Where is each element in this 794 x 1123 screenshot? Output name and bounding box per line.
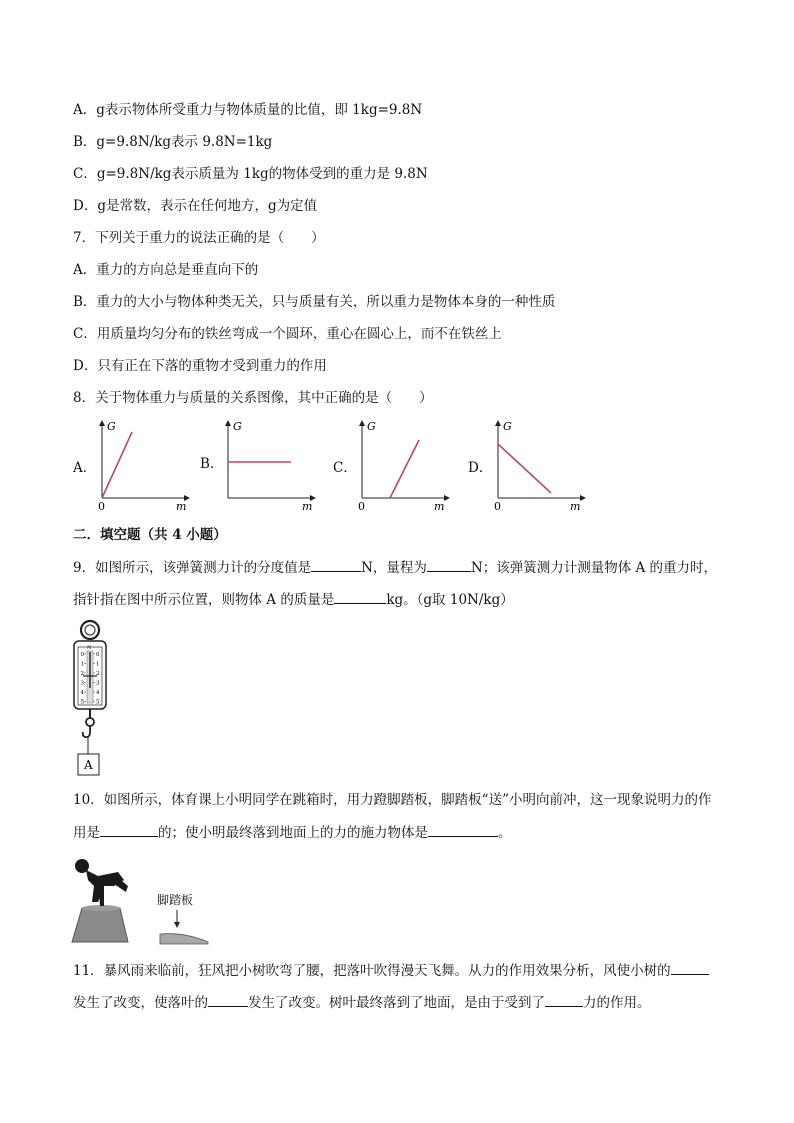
q7-option-c: C．用质量均匀分布的铁丝弯成一个圆环，重心在圆心上，而不在铁丝上 <box>73 326 502 342</box>
q8-graph-d-origin: 0 <box>494 500 501 513</box>
q10-line-2 <box>73 822 512 843</box>
q11-blank-1[interactable] <box>671 960 709 975</box>
q6-option-b: B．g=9.8N/kg表示 9.8N=1kg <box>73 134 273 150</box>
scale-number-left-1: 1 <box>80 661 84 668</box>
q8-graph-b-x-label: m <box>302 500 313 513</box>
q8-graph-d-line <box>498 444 551 493</box>
q7-stem: 7．下列关于重力的说法正确的是（ ） <box>73 230 325 246</box>
vaulting-box-figure <box>68 852 138 944</box>
q8-graph-b <box>218 418 318 514</box>
q8-graph-c <box>352 418 452 514</box>
q9-blank-mass[interactable] <box>334 589 386 604</box>
q10-blank-1[interactable] <box>100 822 158 837</box>
object-a-label: A <box>84 758 93 772</box>
q11-blank-3[interactable] <box>545 992 583 1007</box>
scale-number-right-1: 1 <box>96 661 100 668</box>
q8-graph-d-x-label: m <box>570 500 581 513</box>
q11-line-2 <box>73 992 651 1013</box>
q9-text-2: N，量程为 <box>361 560 427 576</box>
q8-graph-a-y-label: G <box>107 420 116 433</box>
q8-stem: 8．关于物体重力与质量的关系图像，其中正确的是（ ） <box>73 390 433 406</box>
q8-graph-a <box>92 418 192 514</box>
q8-graph-b-y-label: G <box>233 420 242 433</box>
q9-blank-division[interactable] <box>311 557 361 572</box>
q8-graph-d-y-label: G <box>503 420 512 433</box>
q8-graph-a-x-label: m <box>176 500 187 513</box>
q7-option-a: A．重力的方向总是垂直向下的 <box>73 262 259 278</box>
q11-line-1 <box>73 960 709 981</box>
q8-graph-c-x-label: m <box>434 500 445 513</box>
q10-text-3: 的；使小明最终落到地面上的力的施力物体是 <box>158 825 428 841</box>
q8-graph-c-line <box>390 440 419 498</box>
q9-text-3: N；该弹簧测力计测量物体 A 的重力时， <box>470 560 718 576</box>
spring-scale-figure <box>68 618 116 782</box>
q6-option-c: C．g=9.8N/kg表示质量为 1kg的物体受到的重力是 9.8N <box>73 166 428 182</box>
scale-number-right-0: 0 <box>96 652 100 658</box>
q9-blank-range[interactable] <box>427 557 471 572</box>
q10-text-4: 。 <box>498 825 512 841</box>
q9-text-4: 指针指在图中所示位置，则物体 A 的质量是 <box>73 592 335 608</box>
scale-number-left-4: 4 <box>80 690 84 696</box>
scale-number-left-0: 0 <box>80 652 84 658</box>
q10-blank-2[interactable] <box>428 822 498 837</box>
q8-label-d: D． <box>468 460 493 476</box>
q8-graph-a-origin: 0 <box>98 500 105 513</box>
q11-text-3: 发生了改变。树叶最终落到了地面，是由于受到了 <box>248 995 545 1011</box>
scale-number-left-2: 2 <box>80 671 84 677</box>
q7-option-b: B．重力的大小与物体种类无关，只与质量有关，所以重力是物体本身的一种性质 <box>73 294 556 310</box>
q9-line-1 <box>73 557 717 578</box>
q10-line-1: 10．如图所示，体育课上小明同学在跳箱时，用力蹬脚踏板，脚踏板“送”小明向前冲，这一现象说明力的作 <box>73 792 712 808</box>
scale-number-right-2: 2 <box>96 671 100 677</box>
q9-text-1: 9．如图所示，该弹簧测力计的分度值是 <box>73 560 312 576</box>
q8-graph-c-origin: 0 <box>358 500 365 513</box>
q10-text-2: 用是 <box>73 825 100 841</box>
scale-number-left-3: 3 <box>80 680 84 687</box>
q8-label-c: C． <box>333 460 357 476</box>
q9-text-5: kg。（g取 10N/kg） <box>386 592 514 608</box>
scale-number-right-5: 5 <box>96 699 100 706</box>
q11-text-2: 发生了改变，使落叶的 <box>73 995 208 1011</box>
q6-option-d: D．g是常数，表示在任何地方，g为定值 <box>73 198 318 214</box>
q8-label-a: A． <box>73 460 97 476</box>
q8-graph-c-y-label: G <box>367 420 376 433</box>
q11-blank-2[interactable] <box>208 992 248 1007</box>
q6-option-a: A．g表示物体所受重力与物体质量的比值，即 1kg=9.8N <box>73 102 423 118</box>
q8-graph-d <box>488 418 588 514</box>
q8-graph-a-line <box>102 432 132 498</box>
q8-label-b: B. <box>200 456 215 472</box>
scale-number-right-3: 3 <box>96 680 100 687</box>
springboard-label: 脚踏板 <box>157 893 194 907</box>
scale-unit-label: N <box>87 645 92 651</box>
scale-number-right-4: 4 <box>96 690 100 696</box>
springboard-figure <box>155 908 215 946</box>
q7-option-d: D．只有正在下落的重物才受到重力的作用 <box>73 358 327 374</box>
q11-text-1: 11．暴风雨来临前，狂风把小树吹弯了腰，把落叶吹得漫天飞舞。从力的作用效果分析，风使小树的 <box>73 963 671 979</box>
q11-text-4: 力的作用。 <box>583 995 651 1011</box>
q9-line-2 <box>73 589 514 610</box>
section-title-fill-in: 二．填空题（共 4 小题） <box>73 527 227 543</box>
scale-number-left-5: 5 <box>80 699 84 706</box>
